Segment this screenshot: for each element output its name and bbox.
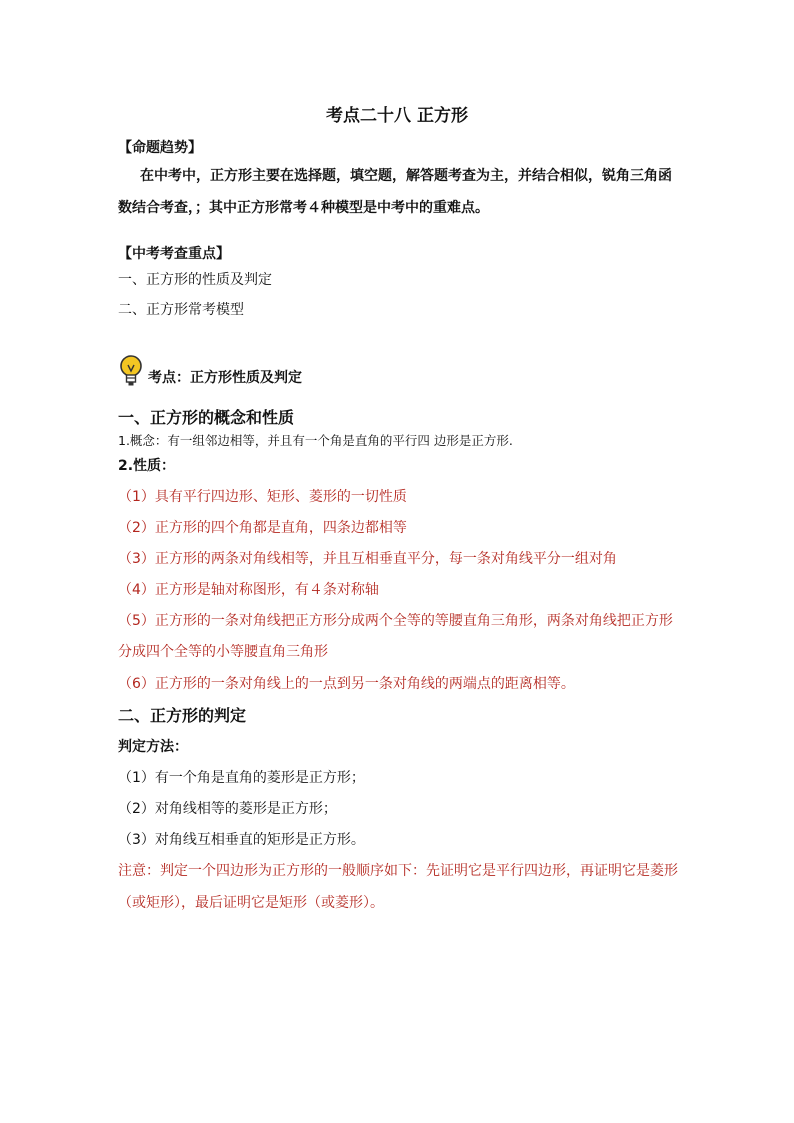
trend-line-2: 数结合考查，；其中正方形常考４种模型是中考中的重难点。 bbox=[118, 200, 489, 216]
property-item: （4）正方形是轴对称图形，有４条对称轴 bbox=[118, 582, 379, 598]
section-title: 一、正方形的概念和性质 bbox=[118, 408, 295, 427]
property-item: （6）正方形的一条对角线上的一点到另一条对角线的两端点的距离相等。 bbox=[118, 676, 575, 692]
page-title: 考点二十八 正方形 bbox=[326, 106, 468, 126]
trend-heading: 【命题趋势】 bbox=[118, 140, 202, 156]
concept-text: 1.概念：有一组邻边相等，并且有一个角是直角的平行四 边形是正方形. bbox=[118, 433, 513, 448]
method-item: （1）有一个角是直角的菱形是正方形； bbox=[118, 770, 365, 786]
focus-heading: 【中考考查重点】 bbox=[118, 246, 230, 262]
method-label: 判定方法： bbox=[118, 739, 188, 755]
focus-item: 二、正方形常考模型 bbox=[118, 302, 244, 318]
property-item: 分成四个全等的小等腰直角三角形 bbox=[118, 644, 328, 660]
lightbulb-icon bbox=[118, 354, 144, 388]
properties-label: 2.性质： bbox=[118, 458, 176, 474]
property-item: （5）正方形的一条对角线把正方形分成两个全等的等腰直角三角形，两条对角线把正方形 bbox=[118, 613, 673, 629]
property-item: （1）具有平行四边形、矩形、菱形的一切性质 bbox=[118, 489, 407, 505]
note-line: 注意：判定一个四边形为正方形的一般顺序如下：先证明它是平行四边形，再证明它是菱形 bbox=[118, 863, 678, 879]
property-item: （3）正方形的两条对角线相等，并且互相垂直平分，每一条对角线平分一组对角 bbox=[118, 551, 617, 567]
method-item: （2）对角线相等的菱形是正方形； bbox=[118, 801, 337, 817]
note-line: （或矩形），最后证明它是矩形（或菱形）。 bbox=[118, 895, 384, 911]
property-item: （2）正方形的四个角都是直角，四条边都相等 bbox=[118, 520, 407, 536]
trend-line-1: 在中考中，正方形主要在选择题，填空题，解答题考查为主，并结合相似，锐角三角函 bbox=[140, 168, 672, 184]
focus-item: 一、正方形的性质及判定 bbox=[118, 272, 272, 288]
method-item: （3）对角线互相垂直的矩形是正方形。 bbox=[118, 832, 365, 848]
kaodian-label: 考点：正方形性质及判定 bbox=[148, 370, 302, 386]
section-title: 二、正方形的判定 bbox=[118, 706, 247, 725]
